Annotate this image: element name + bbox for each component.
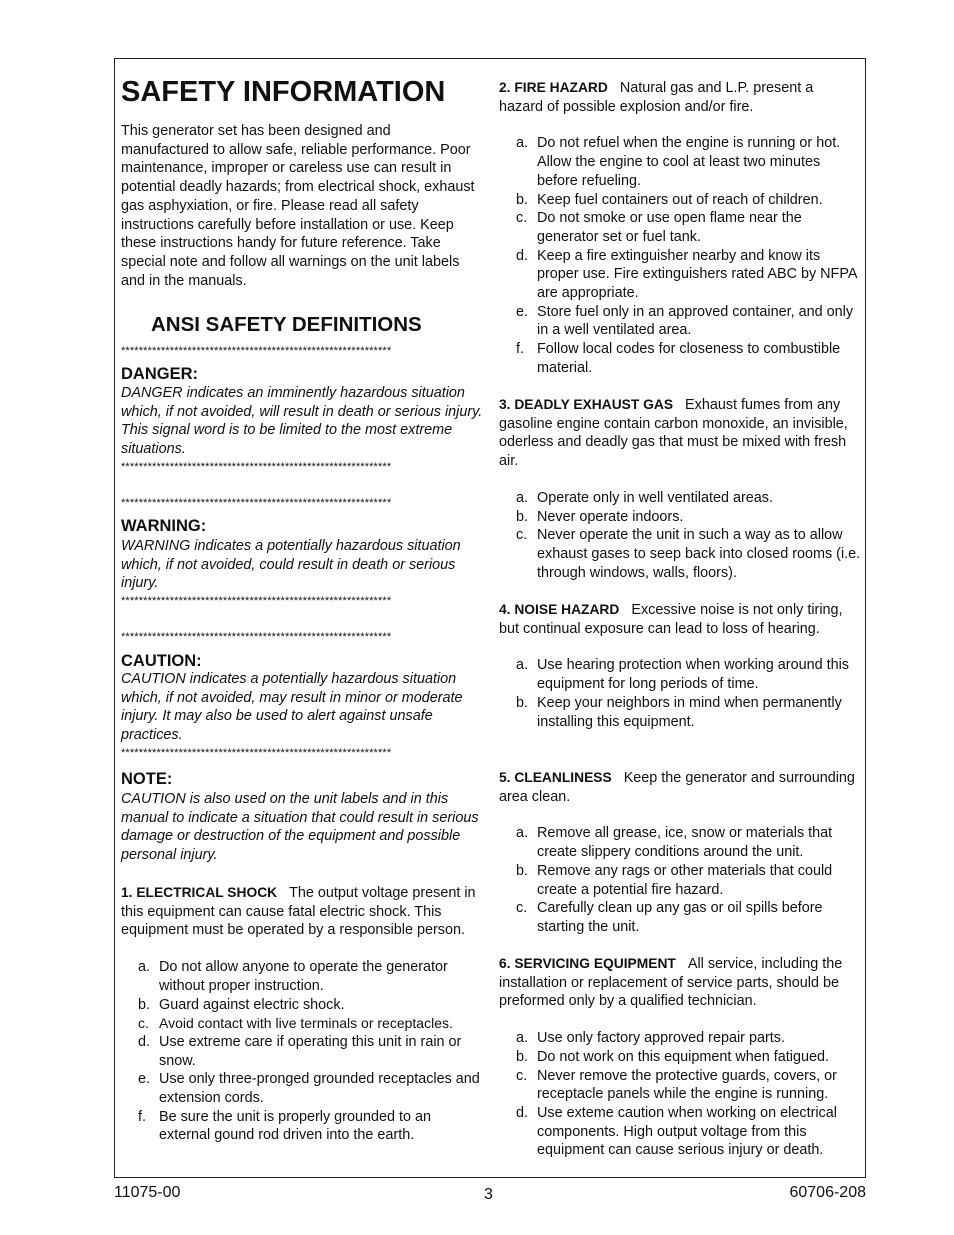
- hazard-list: [499, 489, 863, 583]
- list-item: a. Do not allow anyone to operate the generator without proper instruction.: [138, 959, 448, 994]
- hazard-text: All service, including the installation or replacement of service parts, should be preformed only by a qualified technician.: [499, 956, 843, 1010]
- hazard-section: [499, 79, 861, 378]
- list-item: c. Never remove the protective guards, covers, or receptacle panels while the engine is running.: [516, 1067, 837, 1103]
- list-item: d. Use extreme care if operating this unit in rain or snow.: [138, 1033, 462, 1069]
- danger-definition: DANGER indicates an imminently hazardous situation which, if not avoided, will result in death or serious injury. This signal word is to be limited to the most extreme situations.: [121, 385, 483, 458]
- list-item: a. Operate only in well ventilated areas.: [516, 489, 773, 506]
- hazard-heading: 4. NOISE HAZARD: [499, 602, 620, 617]
- hazard-list: [499, 134, 861, 377]
- document-number: 11075-00: [114, 1184, 181, 1201]
- ansi-heading: ANSI SAFETY DEFINITIONS: [151, 313, 422, 336]
- note-label: NOTE:: [121, 770, 173, 788]
- list-item: a. Use hearing protection when working around this equipment for long periods of time.: [516, 657, 849, 693]
- list-item: e. Store fuel only in an approved container, and only in a well ventilated area.: [516, 303, 854, 339]
- list-item: c. Never operate the unit in such a way as to allow exhaust gases to seep back into closed rooms (i.e. through windows, walls, floors).: [516, 527, 861, 581]
- separator-stars: *************************************************************: [121, 345, 392, 357]
- warning-label: WARNING:: [121, 517, 207, 535]
- hazard-section: [499, 601, 861, 731]
- intro-paragraph: This generator set has been designed and manufactured to allow safe, reliable performance. Poor maintenance, improper or careless use can result in potential deadly hazards; from electrical shock, exhaust gas asphyxiation, or fire. Please read all safety instructions carefully before installation or use. Keep these instructions handy for future reference. Take special note and follow all warnings on the unit labels and in the manuals.: [121, 123, 475, 289]
- note-definition: CAUTION is also used on the unit labels and in this manual to indicate a situation that could result in serious damage or destruction of the equipment and possible personal injury.: [121, 791, 479, 864]
- hazard-text: Keep the generator and surrounding area clean.: [499, 770, 855, 805]
- part-number: 60706-208: [789, 1184, 866, 1201]
- hazard-heading: 2. FIRE HAZARD: [499, 80, 608, 95]
- list-item: d. Use exteme caution when working on electrical components. High output voltage from this equipment can cause serious injury or death.: [516, 1104, 837, 1159]
- list-item: c. Avoid contact with live terminals or receptacles.: [138, 1015, 453, 1032]
- list-item: b. Guard against electric shock.: [138, 996, 345, 1013]
- hazard-list: [499, 824, 861, 936]
- page-title: SAFETY INFORMATION: [121, 76, 446, 108]
- caution-label: CAUTION:: [121, 652, 202, 670]
- hazard-section: [121, 884, 483, 1145]
- hazard-section: [499, 396, 863, 582]
- hazard-text: Natural gas and L.P. present a hazard of possible explosion and/or fire.: [499, 80, 814, 115]
- list-item: b. Remove any rags or other materials that could create a potential fire hazard.: [516, 862, 833, 898]
- list-item: a. Remove all grease, ice, snow or materials that create slippery conditions around the unit.: [516, 825, 833, 861]
- list-item: c. Carefully clean up any gas or oil spills before starting the unit.: [516, 900, 823, 935]
- list-item: b. Do not work on this equipment when fatigued.: [516, 1048, 829, 1065]
- warning-definition: WARNING indicates a potentially hazardous situation which, if not avoided, could result in death or serious injury.: [121, 538, 461, 592]
- list-item: b. Keep your neighbors in mind when permanently installing this equipment.: [516, 694, 842, 730]
- hazard-list: [121, 958, 483, 1145]
- hazard-section: [499, 955, 861, 1160]
- list-item: c. Do not smoke or use open flame near the generator set or fuel tank.: [516, 210, 802, 245]
- separator-stars: *************************************************************: [121, 631, 392, 643]
- separator-stars: *************************************************************: [121, 747, 392, 759]
- list-item: a. Do not refuel when the engine is running or hot. Allow the engine to cool at least two minutes before refueling.: [516, 135, 841, 189]
- list-item: b. Never operate indoors.: [516, 508, 684, 525]
- hazard-text: The output voltage present in this equipment can cause fatal electric shock. This equipment must be operated by a responsible person.: [121, 885, 476, 939]
- list-item: e. Use only three-pronged grounded receptacles and extension cords.: [138, 1071, 480, 1107]
- hazard-heading: 6. SERVICING EQUIPMENT: [499, 956, 676, 971]
- page-frame: [114, 58, 866, 1178]
- page-number: 3: [484, 1186, 493, 1203]
- list-item: d. Keep a fire extinguisher nearby and know its proper use. Fire extinguishers rated ABC by NFPA are appropriate.: [516, 247, 857, 302]
- hazard-text: Exhaust fumes from any gasoline engine contain carbon monoxide, an invisible, oderless and deadly gas that must be mixed with fresh air.: [499, 397, 848, 470]
- hazard-text: Excessive noise is not only tiring, but continual exposure can lead to loss of hearing.: [499, 602, 843, 637]
- hazard-list: [499, 656, 861, 731]
- hazard-list: [499, 1029, 861, 1160]
- separator-stars: *************************************************************: [121, 595, 392, 607]
- separator-stars: *************************************************************: [121, 461, 392, 473]
- list-item: f. Follow local codes for closeness to combustible material.: [516, 341, 841, 376]
- hazard-heading: 5. CLEANLINESS: [499, 770, 612, 785]
- hazard-heading: 1. ELECTRICAL SHOCK: [121, 885, 278, 900]
- separator-stars: *************************************************************: [121, 497, 392, 509]
- list-item: a. Use only factory approved repair parts.: [516, 1030, 785, 1047]
- hazard-heading: 3. DEADLY EXHAUST GAS: [499, 397, 674, 412]
- list-item: f. Be sure the unit is properly grounded to an external gound rod driven into the earth.: [138, 1108, 431, 1144]
- danger-label: DANGER:: [121, 365, 198, 383]
- caution-definition: CAUTION indicates a potentially hazardous situation which, if not avoided, may result in minor or moderate injury. It may also be used to alert against unsafe practices.: [121, 671, 463, 744]
- hazard-section: [499, 769, 861, 937]
- list-item: b. Keep fuel containers out of reach of children.: [516, 191, 823, 208]
